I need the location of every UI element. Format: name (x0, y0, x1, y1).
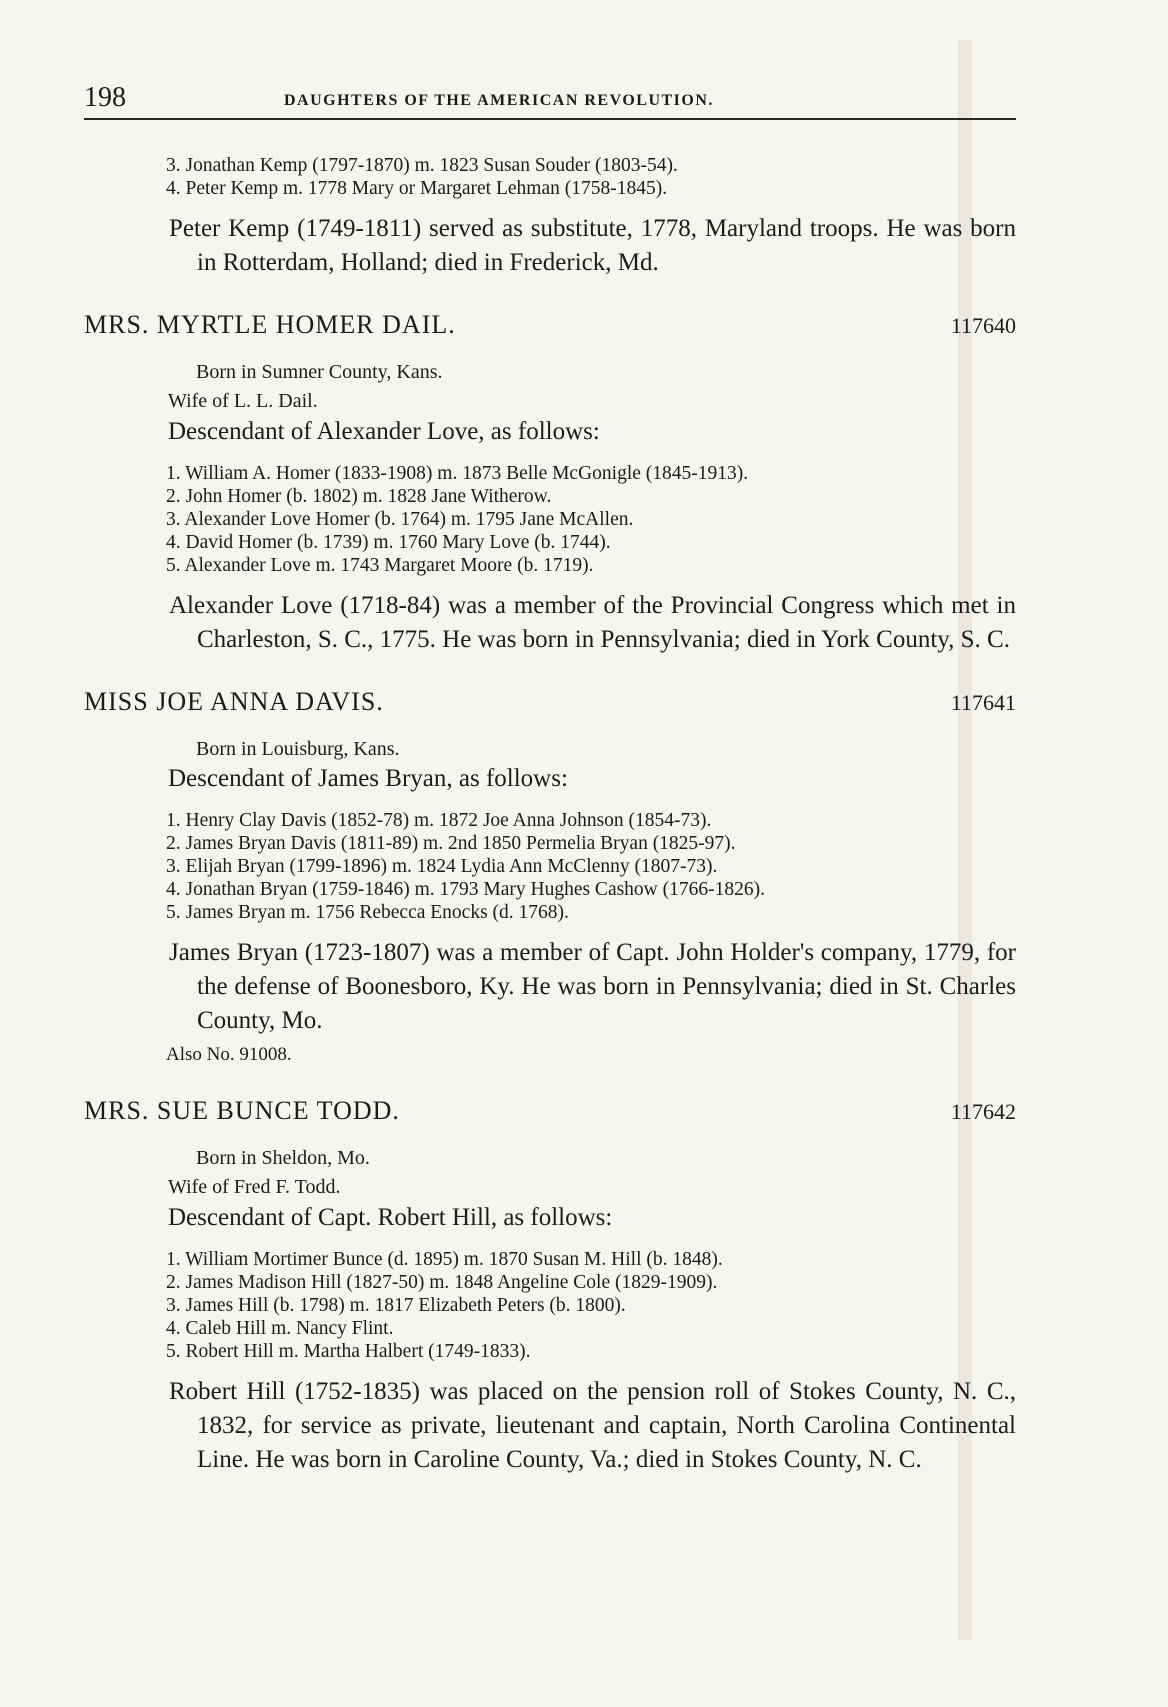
lineage-list (166, 154, 1016, 200)
lineage-list (166, 809, 1016, 924)
lineage-item: 2. James Bryan Davis (1811-89) m. 2nd 1850 Permelia Bryan (1825-97). (166, 833, 736, 854)
lineage-item: 3. Alexander Love Homer (b. 1764) m. 1795 Jane McAllen. (166, 509, 634, 530)
lineage-item: 4. Caleb Hill m. Nancy Flint. (166, 1318, 394, 1339)
birthplace: Born in Sheldon, Mo. (196, 1147, 370, 1169)
running-title: DAUGHTERS OF THE AMERICAN REVOLUTION. (284, 92, 714, 109)
lineage-item: 1. William A. Homer (1833-1908) m. 1873 Belle McGonigle (1845-1913). (166, 463, 749, 484)
lineage-item: 3. Jonathan Kemp (1797-1870) m. 1823 Susan Souder (1803-54). (166, 155, 678, 176)
running-head (84, 74, 1016, 118)
service-note: Peter Kemp (1749-1811) served as substitute, 1778, Maryland troops. He was born in Rotterdam, Holland; died in Frederick, Md. (169, 215, 1016, 276)
header-rule (84, 118, 1016, 120)
member-name: MISS JOE ANNA DAVIS. (84, 687, 384, 716)
lineage-item: 3. Elijah Bryan (1799-1896) m. 1824 Lydia Ann McClenny (1807-73). (166, 856, 718, 877)
lineage-item: 4. David Homer (b. 1739) m. 1760 Mary Love (b. 1744). (166, 532, 611, 553)
member-number: 117640 (950, 313, 1016, 338)
service-note: Alexander Love (1718-84) was a member of the Provincial Congress which met in Charleston, S. C., 1775. He was born in Pennsylvania; died in York County, S. C. (169, 592, 1016, 653)
lineage-item: 3. James Hill (b. 1798) m. 1817 Elizabeth Peters (b. 1800). (166, 1295, 626, 1316)
page-number: 198 (84, 82, 126, 113)
descendant-line: Descendant of James Bryan, as follows: (168, 765, 568, 792)
entry-heading (84, 1096, 1016, 1126)
entry-heading (84, 310, 1016, 340)
descendant-line: Descendant of Alexander Love, as follows: (168, 418, 600, 445)
lineage-list (166, 462, 1016, 577)
spouse-line: Wife of L. L. Dail. (168, 390, 318, 412)
lineage-list (166, 1248, 1016, 1363)
member-entry (84, 310, 1016, 657)
member-entry (84, 687, 1016, 1066)
member-name: MRS. MYRTLE HOMER DAIL. (84, 310, 456, 339)
lineage-item: 1. Henry Clay Davis (1852-78) m. 1872 Joe Anna Johnson (1854-73). (166, 810, 712, 831)
service-note: James Bryan (1723-1807) was a member of Capt. John Holder's company, 1779, for the defense of Boonesboro, Ky. He was born in Pennsylvania; died in St. Charles County, Mo. (169, 939, 1016, 1034)
service-note: Robert Hill (1752-1835) was placed on the pension roll of Stokes County, N. C., 1832, for service as private, lieutenant and captain, North Carolina Continental Line. He was born in Caroline County, Va.; died in Stokes County, N. C. (169, 1378, 1016, 1473)
entry-heading (84, 687, 1016, 717)
spouse-line: Wife of Fred F. Todd. (168, 1176, 341, 1198)
descendant-line: Descendant of Capt. Robert Hill, as follows: (168, 1204, 613, 1231)
lineage-item: 1. William Mortimer Bunce (d. 1895) m. 1870 Susan M. Hill (b. 1848). (166, 1249, 723, 1270)
lineage-item: 2. James Madison Hill (1827-50) m. 1848 Angeline Cole (1829-1909). (166, 1272, 718, 1293)
lineage-item: 2. John Homer (b. 1802) m. 1828 Jane Witherow. (166, 486, 552, 507)
lineage-item: 4. Peter Kemp m. 1778 Mary or Margaret Lehman (1758-1845). (166, 178, 668, 199)
lineage-item: 5. James Bryan m. 1756 Rebecca Enocks (d. 1768). (166, 902, 569, 923)
lineage-item: 5. Alexander Love m. 1743 Margaret Moore (b. 1719). (166, 555, 594, 576)
birthplace: Born in Sumner County, Kans. (196, 361, 443, 383)
member-number: 117641 (950, 690, 1016, 715)
member-entry (84, 1096, 1016, 1477)
birthplace: Born in Louisburg, Kans. (196, 738, 400, 760)
lineage-item: 4. Jonathan Bryan (1759-1846) m. 1793 Mary Hughes Cashow (1766-1826). (166, 879, 765, 900)
member-number: 117642 (950, 1099, 1016, 1124)
also-number: Also No. 91008. (166, 1044, 292, 1065)
document-page (84, 74, 1016, 1477)
lineage-item: 5. Robert Hill m. Martha Halbert (1749-1833). (166, 1341, 531, 1362)
member-name: MRS. SUE BUNCE TODD. (84, 1096, 400, 1125)
